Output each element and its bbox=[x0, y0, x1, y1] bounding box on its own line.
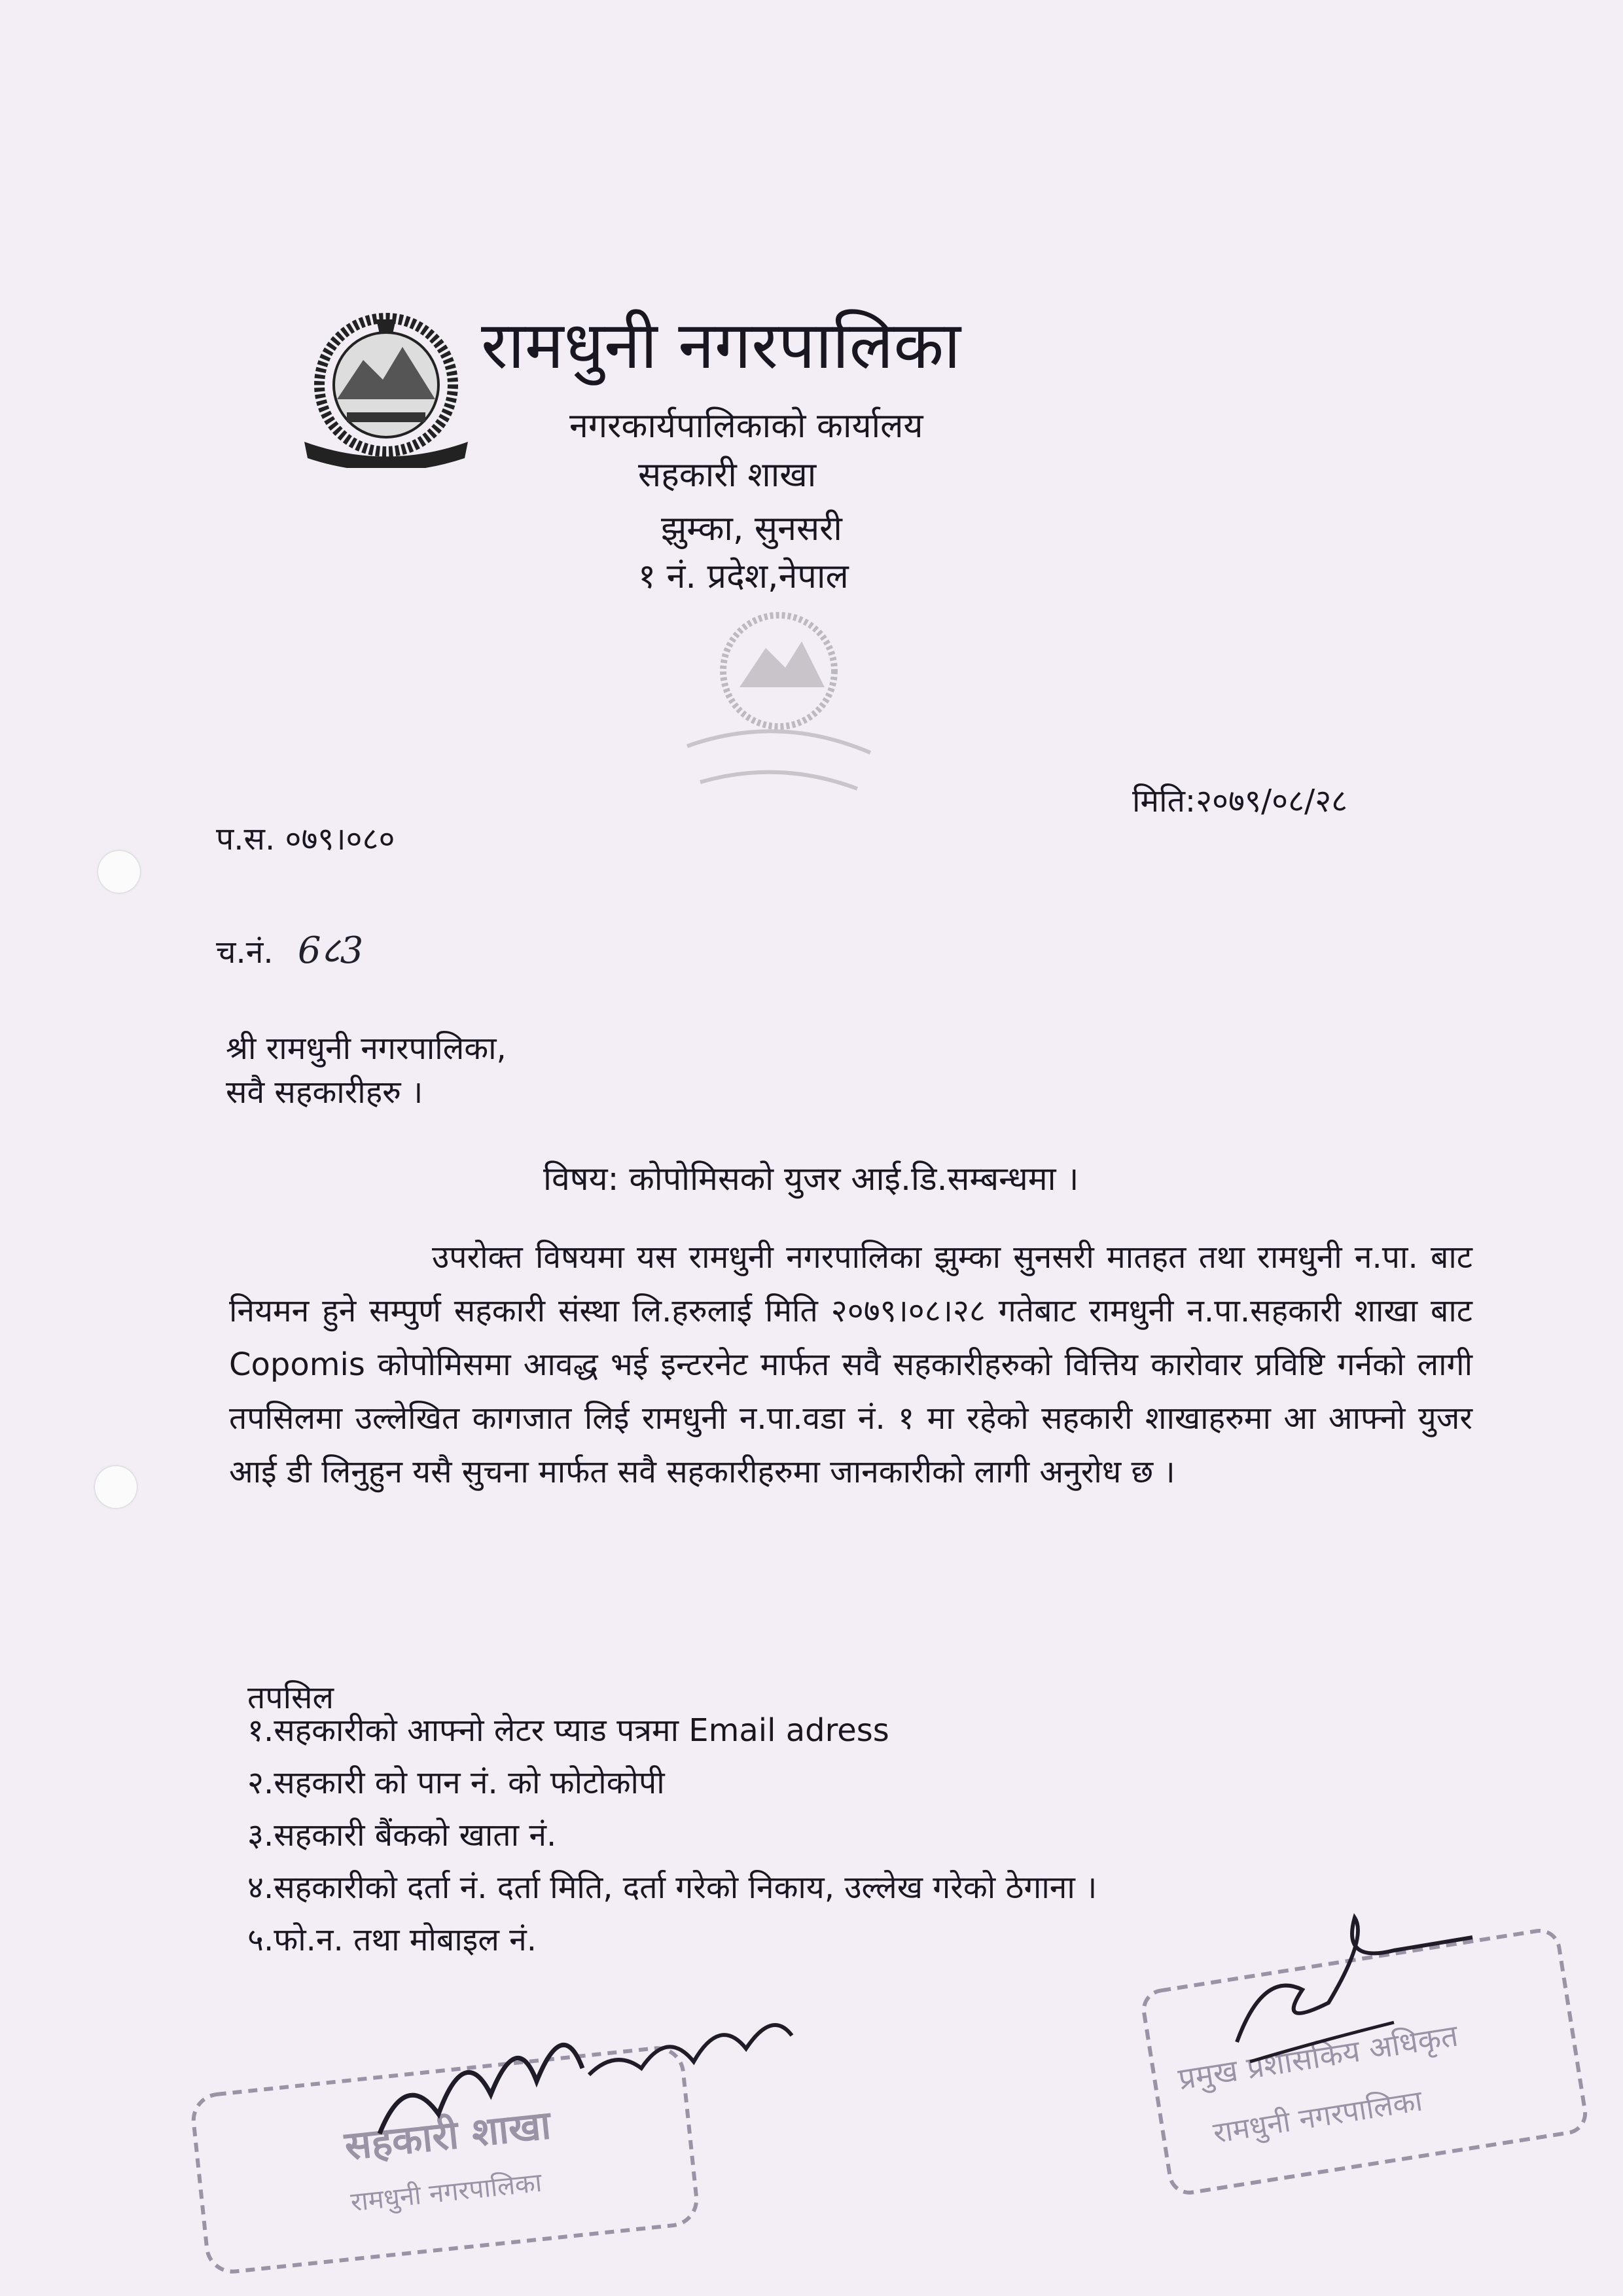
stamp-title: प्रमुख प्रशासकिय अधिकृत bbox=[1175, 2017, 1461, 2097]
attachments-list bbox=[247, 1712, 1097, 1977]
list-item: २.सहकारी को पान नं. को फोटोकोपी bbox=[247, 1765, 665, 1801]
dispatch-number bbox=[216, 929, 364, 972]
office-seal-icon bbox=[661, 602, 897, 818]
list-item: ५.फो.न. तथा मोबाइल नं. bbox=[247, 1922, 537, 1958]
list-item: ४.सहकारीको दर्ता नं. दर्ता मिति, दर्ता गरेको निकाय, उल्लेख गरेको ठेगाना । bbox=[247, 1869, 1097, 1906]
office-location: झुम्का, सुनसरी bbox=[661, 509, 842, 548]
attachments-heading: तपसिल bbox=[247, 1679, 334, 1716]
office-title: नगरकार्यपालिकाको कार्यालय bbox=[569, 406, 923, 446]
punch-hole bbox=[98, 851, 140, 893]
dispatch-handwritten-value: 6८3 bbox=[297, 929, 364, 972]
section-signature-icon bbox=[366, 1990, 798, 2160]
punch-hole bbox=[95, 1466, 137, 1508]
list-item: १.सहकारीको आफ्नो लेटर प्याड पत्रमा Email adress bbox=[247, 1712, 889, 1749]
letter-subject: विषय: कोपोमिसको युजर आई.डि.सम्बन्धमा । bbox=[543, 1160, 1079, 1198]
letter-date: मिति:२०७९/०८/२८ bbox=[1132, 783, 1348, 819]
dispatch-label: च.नं. bbox=[216, 934, 274, 971]
letter-body: उपरोक्त विषयमा यस रामधुनी नगरपालिका झुम्का सुनसरी मातहत तथा रामधुनी न.पा. बाट नियमन हुने सम्पुर्ण सहकारी संस्था लि.हरुलाई मिति २०७९।०८।२८ गतेबाट रामधुनी न.पा.सहकारी शाखा बाट Copomis कोपोमिसमा आवद्ध भई इन्टरनेट मार्फत सवै सहकारीहरुको वित्तिय कारोवार प्रविष्टि गर्नको लागी तपसिलमा उल्लेखित कागजात लिई रामधुनी न.पा.वडा नं. १ मा रहेको सहकारी शाखाहरुमा आ आफ्नो युजर आई डी लिनुहुन यसै सुचना मार्फत सवै सहकारीहरुमा जानकारीको लागी अनुरोध छ । bbox=[229, 1239, 1472, 1490]
office-province: १ नं. प्रदेश,नेपाल bbox=[638, 557, 849, 596]
office-name: रामधुनी नगरपालिका bbox=[481, 307, 961, 384]
stamp-subtitle: रामधुनी नगरपालिका bbox=[349, 2167, 544, 2218]
recipient-line: श्री रामधुनी नगरपालिका, bbox=[226, 1030, 507, 1067]
reference-number: प.स. ०७९।०८० bbox=[216, 821, 395, 857]
stamp-title: सहकारी शाखा bbox=[342, 2102, 553, 2170]
recipient-line: सवै सहकारीहरु । bbox=[226, 1074, 423, 1111]
stamp-subtitle: रामधुनी नगरपालिका bbox=[1211, 2084, 1425, 2151]
list-item: ३.सहकारी बैंकको खाता नं. bbox=[247, 1817, 557, 1854]
section-name: सहकारी शाखा bbox=[638, 456, 817, 495]
officer-signature-icon bbox=[1224, 1911, 1486, 2068]
nepal-emblem-icon bbox=[298, 308, 474, 468]
